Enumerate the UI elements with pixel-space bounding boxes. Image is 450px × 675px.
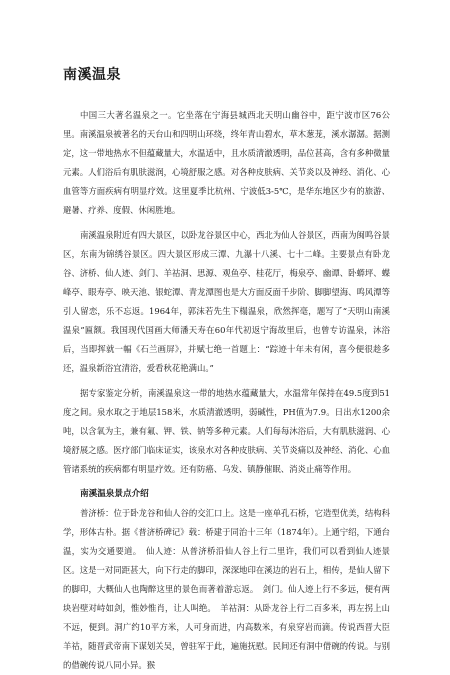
paragraph-attractions: 普济桥：位于卧龙谷和仙人谷的交汇口上。这是一座单孔石桥，它造型优美，结构科学，形体古朴。据《普济桥碑记》载：桥建于同治十三年（1874年）。上通宁绍，下通台温，实为交通要道。 仙人迹：从普济桥沿仙人谷上行二里许，我们可以看到仙人迹景区。这是一对同距甚大，向下行走的脚印，深深地印在溪边的岩石上，相传，是仙人留下的脚印，大概仙人也陶醉这里的景色而著着游忘返。 剑门。仙人迹上行不多远，便有两块岩壁对峙如剑，惟妙惟肖，让人叫绝。 羊祜洞：从卧龙谷上行二百多米，再左拐上山不远，便到。洞广约10平方米，人可身而进，内高数米，有泉穿岩而滴。传说西晋大臣羊祜，随晋武帝南下谋划关吴，曾驻军于此，遍施抚慰。民间还有洞中借碗的传说。与别的借碗传说八同小异。猴	[63, 508, 390, 670]
paragraph-expert-analysis: 据专家鉴定分析，南溪温泉这一带的地热水蕴藏量大，水温常年保持在49.5度到51度之间。泉水取之于地层158米，水质清澈透明，弱碱性，PH值为7.9。日出水1200余吨，以含氧为主，兼有氟、钾、铁、钠等多种元素。人们每每沐浴后，大有肌肤滋润、心境舒展之感。医疗部门临床证实，该泉水对各种皮肤病、关节炎痛以及神经、消化、心血管诸系统的疾病都有明显疗效。还有防癌、乌发、镇静催眠、消炎止痛等作用。	[63, 388, 390, 474]
page-title: 南溪温泉	[63, 67, 121, 83]
paragraph-intro: 中国三大著名温泉之一。它坐落在宁海县城西北天明山幽谷中，距宁波市区76公里。南溪温泉被著名的天台山和四明山环绕，终年青山碧水，草木葱茏，溪水潺潺。据测定，这一带地热水不但蕴藏量大，水温适中，且水质清澈透明，品位甚高，含有多种微量元素。人们浴后有肌肤滋润，心境舒服之感。对各种皮肤病、关节炎以及神经、消化、心血管等方面疾病有明显疗效。这里夏季比杭州、宁波低3-5℃，是华东地区少有的旅游、避暑、疗养、度假、休闲胜地。	[63, 110, 390, 215]
section-heading: 南溪温泉景点介绍	[80, 489, 149, 499]
document-body	[63, 106, 390, 675]
paragraph-scenic-areas: 南溪温泉附近有四大景区，以卧龙谷景区中心，西北为仙人谷景区，西南为闽鸣谷景区，东南为锦绣谷景区。四大景区形成三潭、九瀑十八溪、七十二峰。主要景点有卧龙谷、济桥、仙人迹、剑门、羊祜洞、思源、观鱼亭、桂花厅，梅泉亭、幽谭、卧蟒坪、蝶峰亭、眼寿亭、映天池、银蛇潭、青龙潭图也是大方面反面千步阶、脚脚望海、鸣风潭等引人留恋，乐不忘返。1964年，郭沫若先生下榻温泉，欣然挥毫，题写了“天明山南溪温泉”匾额。我国现代国画大师潘天寿在60年代初返宁海故里后，也曾专访温泉，沐浴后，当即挥就一幅《石兰画屏》，并赋七绝一首题上：“踪迹十年未有闲，喜今便很趁多还，温泉新浴宜清浴，爱看秋花艳满山。”	[63, 230, 390, 373]
